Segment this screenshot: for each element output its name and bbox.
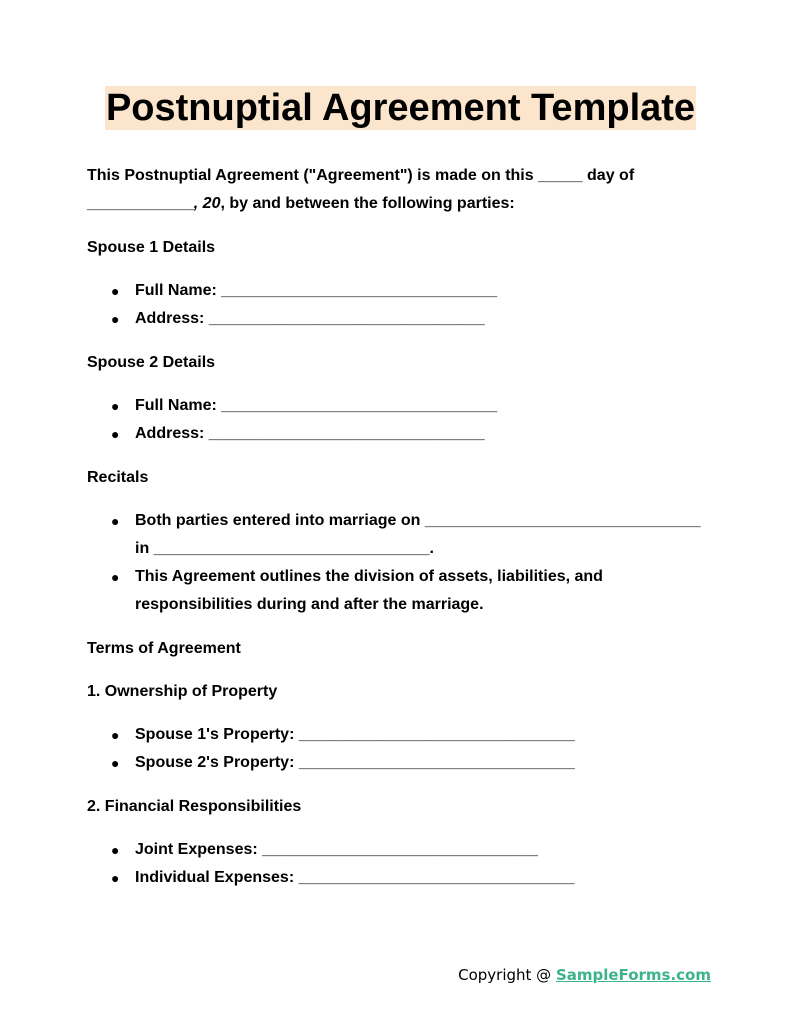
section1-list [87, 721, 712, 777]
document-title: Postnuptial Agreement Template [105, 87, 696, 129]
recitals-list [87, 507, 712, 619]
list-item [87, 563, 712, 619]
spouse1-property: Spouse 1's Property: _______________________________ [135, 726, 575, 743]
intro-paragraph [87, 162, 712, 218]
copyright-footer [458, 966, 711, 984]
individual-expenses: Individual Expenses: _______________________________ [135, 869, 575, 886]
copyright-text: Copyright @ [458, 966, 556, 984]
list-item [87, 721, 712, 749]
intro-year: , 20 [193, 195, 221, 212]
bullet-icon: ● [111, 311, 120, 327]
list-item [87, 507, 712, 563]
spouse2-address: Address: _______________________________ [135, 425, 485, 442]
section1-heading: 1. Ownership of Property [87, 683, 278, 700]
section2-heading: 2. Financial Responsibilities [87, 798, 302, 815]
spouse2-list [87, 392, 712, 448]
list-item [87, 749, 712, 777]
bullet-icon: ● [111, 569, 120, 585]
spouse1-address: Address: _______________________________ [135, 310, 485, 327]
bullet-icon: ● [111, 513, 120, 529]
spouse2-full-name: Full Name: _______________________________ [135, 397, 498, 414]
bullet-icon: ● [111, 870, 120, 886]
terms-heading: Terms of Agreement [87, 640, 241, 657]
recital-outline: This Agreement outlines the division of assets, liabilities, and responsibilities during and after the marriage. [135, 568, 603, 613]
bullet-icon: ● [111, 398, 120, 414]
spouse1-full-name: Full Name: _______________________________ [135, 282, 498, 299]
document-body [87, 162, 712, 908]
spouse1-list [87, 277, 712, 333]
spouse2-heading: Spouse 2 Details [87, 354, 216, 371]
recital-marriage: Both parties entered into marriage on _______________________________ in _______________________________. [135, 512, 701, 557]
intro-text-1: This Postnuptial Agreement ("Agreement") is made on this _____ day of ____________ [87, 167, 635, 212]
spouse2-property: Spouse 2's Property: _______________________________ [135, 754, 575, 771]
list-item [87, 277, 712, 305]
intro-text-2: , by and between the following parties: [220, 195, 515, 212]
bullet-icon: ● [111, 755, 120, 771]
bullet-icon: ● [111, 727, 120, 743]
list-item [87, 392, 712, 420]
list-item [87, 836, 712, 864]
bullet-icon: ● [111, 426, 120, 442]
section2-list [87, 836, 712, 892]
bullet-icon: ● [111, 283, 120, 299]
list-item [87, 305, 712, 333]
list-item [87, 864, 712, 892]
recitals-heading: Recitals [87, 469, 149, 486]
bullet-icon: ● [111, 842, 120, 858]
list-item [87, 420, 712, 448]
title-wrapper [0, 86, 801, 130]
spouse1-heading: Spouse 1 Details [87, 239, 216, 256]
brand-link[interactable]: SampleForms.com [555, 966, 711, 984]
joint-expenses: Joint Expenses: _______________________________ [135, 841, 538, 858]
